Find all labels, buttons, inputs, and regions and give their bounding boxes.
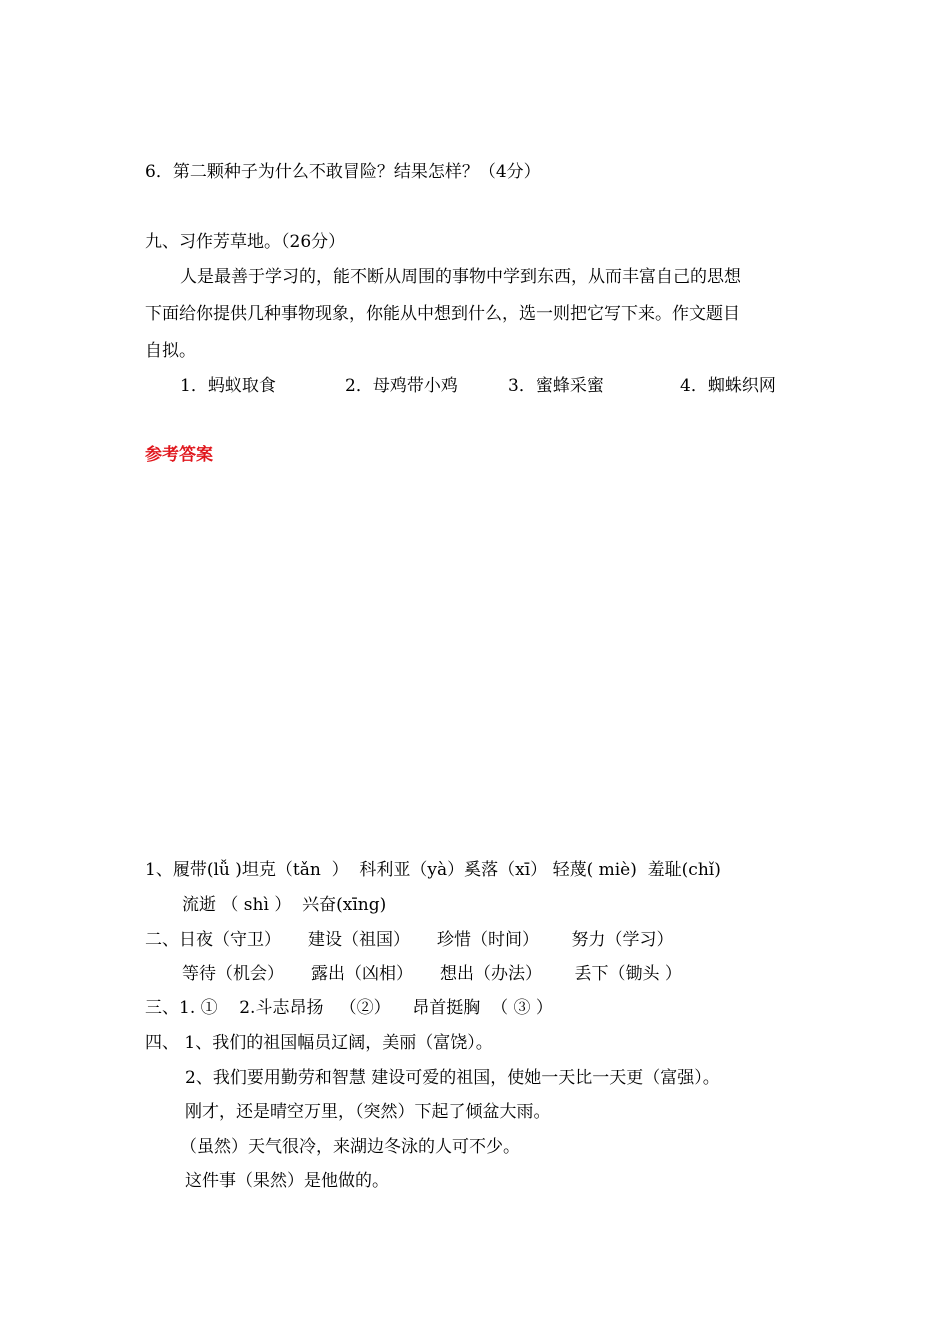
option-3: 3．蜜蜂采蜜 [508, 376, 604, 396]
answer-4-line-4: （虽然）天气很冷，来湖边冬泳的人可不少。 [180, 1137, 520, 1157]
question-9-paragraph-2: 下面给你提供几种事物现象，你能从中想到什么，选一则把它写下来。作文题目 [145, 304, 740, 324]
option-4: 4．蜘蛛织网 [680, 376, 776, 396]
question-9-paragraph-3: 自拟。 [145, 341, 196, 361]
answer-1-line-2: 流逝 （ shì ） 兴奋(xīng) [182, 895, 387, 915]
answer-2-line-1: 二、日夜（守卫） 建设（祖国） 珍惜（时间） 努力（学习） [145, 930, 674, 950]
option-1: 1．蚂蚁取食 [180, 376, 276, 396]
answer-4-line-3: 刚才，还是晴空万里，（突然）下起了倾盆大雨。 [185, 1102, 551, 1122]
answers-heading: 参考答案 [145, 445, 213, 465]
answer-2-line-2: 等待（机会） 露出（凶相） 想出（办法） 丢下（锄头 ） [182, 964, 682, 984]
question-6: 6．第二颗种子为什么不敢冒险？结果怎样？（4分） [145, 162, 541, 182]
answer-1-line-1: 1、履带(lǚ )坦克（tǎn ） 科利亚（yà）奚落（xī） 轻蔑( miè) 羞耻(chǐ) [145, 860, 721, 880]
option-2: 2．母鸡带小鸡 [345, 376, 458, 396]
answer-4-line-1: 四、 1、我们的祖国幅员辽阔，美丽（富饶）。 [145, 1033, 493, 1053]
answer-4-line-5: 这件事（果然）是他做的。 [185, 1171, 389, 1191]
question-9-paragraph-1: 人是最善于学习的，能不断从周围的事物中学到东西，从而丰富自己的思想 [180, 267, 741, 287]
answer-4-line-2: 2、我们要用勤劳和智慧 建设可爱的祖国，使她一天比一天更（富强）。 [185, 1068, 720, 1088]
answer-3: 三、1. ① 2.斗志昂扬 （②） 昂首挺胸 （ ③ ） [145, 998, 553, 1018]
question-9-title: 九、习作芳草地。（26分） [145, 232, 346, 252]
